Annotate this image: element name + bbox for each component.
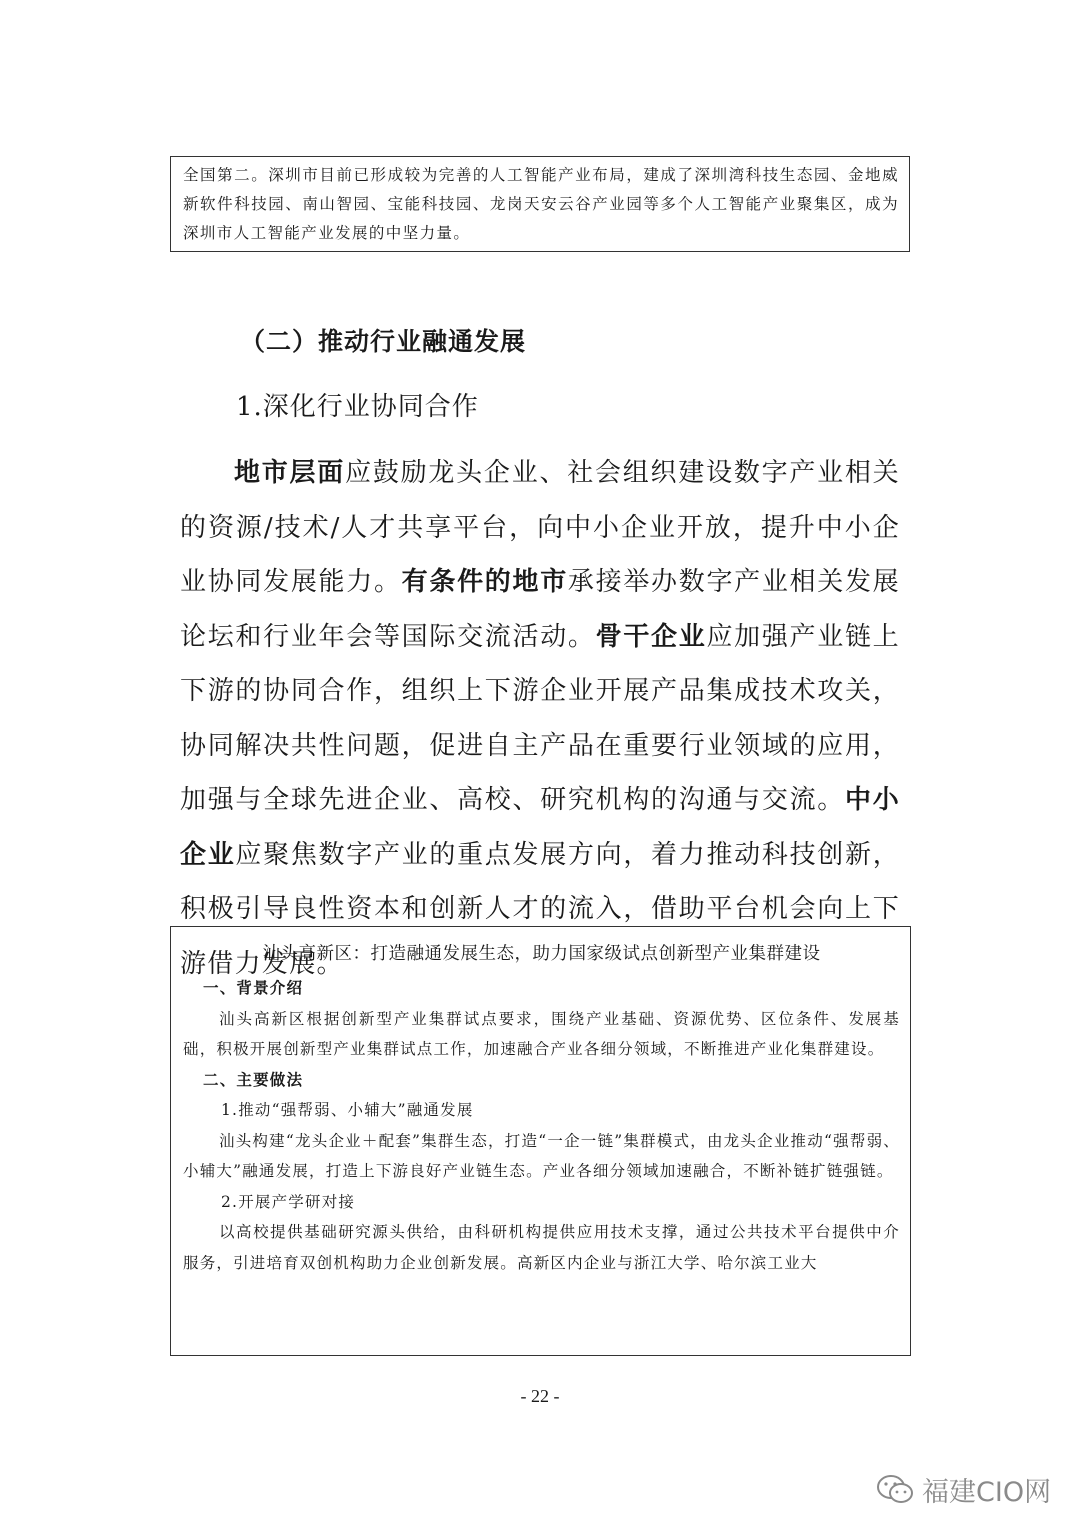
- body-bold-term: 中小企业: [180, 785, 900, 870]
- body-paragraph: [180, 446, 900, 991]
- case-title: 汕头高新区：打造融通发展生态，助力国家级试点创新型产业集群建设: [262, 944, 821, 964]
- section-title: （二）推动行业融通发展: [240, 327, 527, 356]
- case-paragraph: 以高校提供基础研究源头供给，由科研机构提供应用技术支撑，通过公共技术平台提供中介服务，引进培育双创机构助力企业创新发展。高新区内企业与浙江大学、哈尔滨工业大: [183, 1223, 900, 1272]
- top-box-text: 全国第二。深圳市目前已形成较为完善的人工智能产业布局，建成了深圳湾科技生态园、金地威新软件科技园、南山智园、宝能科技园、龙岗天安云谷产业园等多个人工智能产业聚集区，成为深圳市人工智能产业发展的中坚力量。: [183, 166, 899, 242]
- body-text: 承接举办数字产业相关发展论坛和行业年会等国际交流活动。: [180, 567, 900, 652]
- subsection-title: 1.深化行业协同合作: [236, 392, 479, 422]
- watermark: [876, 1470, 1051, 1509]
- body-bold-term: 骨干企业: [595, 621, 707, 652]
- case-subheading: 2.开展产学研对接: [221, 1192, 356, 1211]
- page-number: - 22 -: [520, 1386, 560, 1406]
- body-bold-term: 有条件的地市: [401, 567, 568, 597]
- case-paragraph: 汕头高新区根据创新型产业集群试点要求，围绕产业基础、资源优势、区位条件、发展基础，积极开展创新型产业集群试点工作，加速融合产业各细分领域，不断推进产业化集群建设。: [183, 1009, 900, 1058]
- wechat-icon: [876, 1473, 914, 1507]
- case-heading-background: 一、背景介绍: [203, 979, 304, 997]
- watermark-text: 福建CIO网: [922, 1477, 1052, 1508]
- case-heading-methods: 二、主要做法: [203, 1070, 304, 1089]
- case-paragraph: 汕头构建“龙头企业＋配套”集群生态，打造“一企一链”集群模式，由龙头企业推动“强帮弱、小辅大”融通发展，打造上下游良好产业链生态。产业各细分领域加速融合，不断补链扩链强链。: [183, 1131, 900, 1180]
- case-subheading: 1.推动“强帮弱、小辅大”融通发展: [221, 1101, 474, 1119]
- body-bold-term: 地市层面: [234, 458, 346, 488]
- body-text: 应鼓励龙头企业、社会组织建设数字产业相关的资源/技术/人才共享平台，向中小企业开放，提升中小企业协同发展能力。: [180, 458, 900, 597]
- top-info-box: [170, 156, 910, 252]
- body-text: 应聚焦数字产业的重点发展方向，着力推动科技创新，积极引导良性资本和创新人才的流入，借助平台机会向上下游借力发展。: [180, 839, 900, 979]
- case-study-box: [170, 926, 911, 1356]
- body-text: 应加强产业链上下游的协同合作，组织上下游企业开展产品集成技术攻关，协同解决共性问题，促进自主产品在重要行业领域的应用，加强与全球先进企业、高校、研究机构的沟通与交流。: [180, 621, 900, 815]
